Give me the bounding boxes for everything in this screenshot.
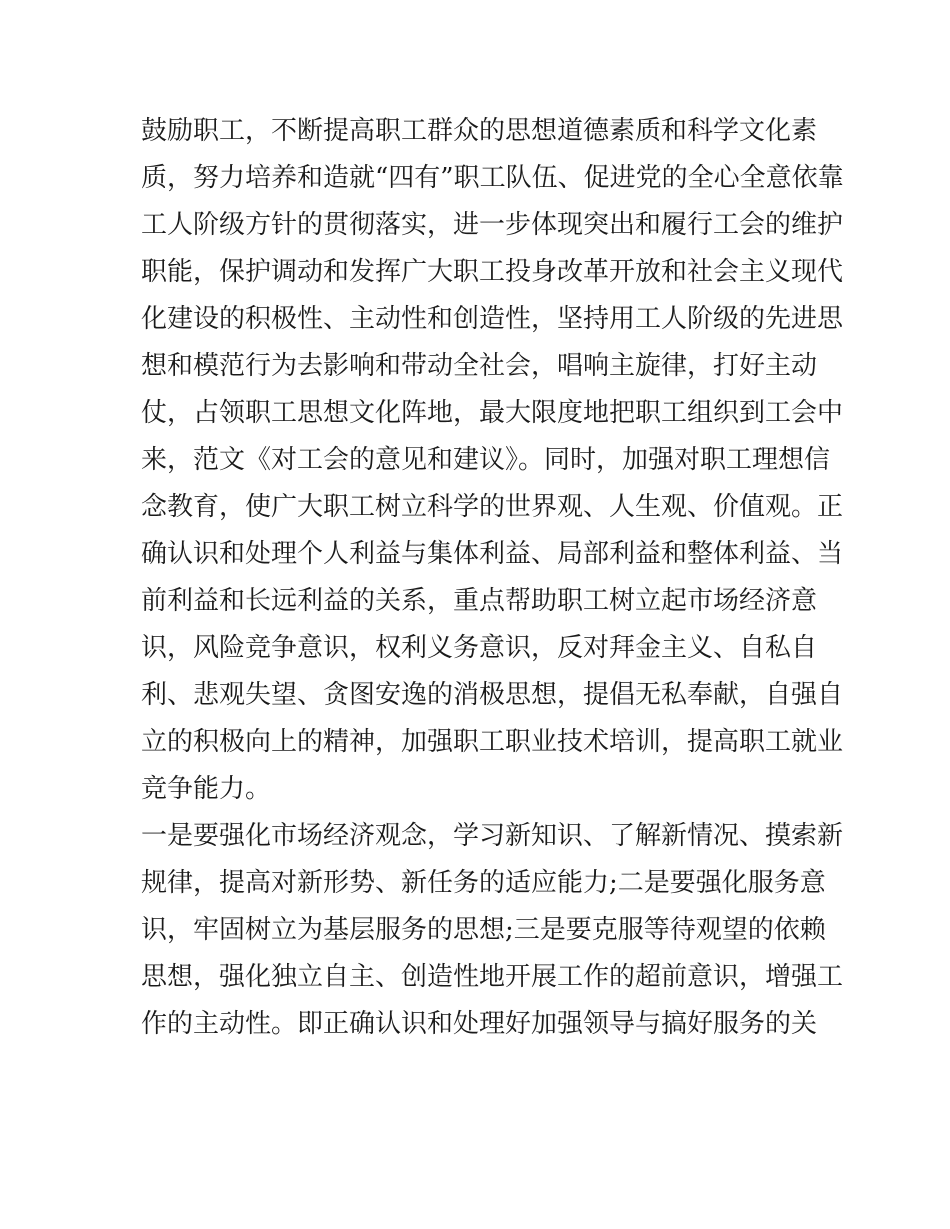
text-line: 想和模范行为去影响和带动全社会，唱响主旋律，打好主动 bbox=[141, 351, 818, 381]
text-line: 仗，占领职工思想文化阵地，最大限度地把职工组织到工会中 bbox=[141, 398, 844, 428]
text-line: 规律，提高对新形势、新任务的适应能力;二是要强化服务意 bbox=[141, 868, 826, 898]
text-line: 来，范文《对工会的意见和建议》。同时，加强对职工理想信 bbox=[141, 445, 831, 475]
text-line: 前利益和长远利益的关系，重点帮助职工树立起市场经济意 bbox=[141, 586, 818, 616]
text-line: 职能，保护调动和发挥广大职工投身改革开放和社会主义现代 bbox=[141, 257, 844, 287]
text-line: 质，努力培养和造就“四有”职工队伍、促进党的全心全意依靠 bbox=[141, 163, 844, 193]
text-line: 念教育，使广大职工树立科学的世界观、人生观、价值观。正 bbox=[141, 492, 844, 522]
text-line: 一是要强化市场经济观念，学习新知识、了解新情况、摸索新 bbox=[141, 821, 844, 851]
text-line: 识，牢固树立为基层服务的思想;三是要克服等待观望的依赖 bbox=[141, 915, 826, 945]
text-line: 作的主动性。即正确认识和处理好加强领导与搞好服务的关 bbox=[141, 1009, 818, 1039]
text-line: 利、悲观失望、贪图安逸的消极思想，提倡无私奉献，自强自 bbox=[141, 680, 844, 710]
text-line: 识，风险竞争意识，权利义务意识，反对拜金主义、自私自 bbox=[141, 633, 818, 663]
text-line: 确认识和处理个人利益与集体利益、局部利益和整体利益、当 bbox=[141, 539, 844, 569]
text-line: 工人阶级方针的贯彻落实，进一步体现突出和履行工会的维护 bbox=[141, 210, 844, 240]
text-line: 思想，强化独立自主、创造性地开展工作的超前意识，增强工 bbox=[141, 962, 844, 992]
text-line: 鼓励职工，不断提高职工群众的思想道德素质和科学文化素 bbox=[141, 116, 818, 146]
text-line: 立的积极向上的精神，加强职工职业技术培训，提高职工就业 bbox=[141, 727, 844, 757]
body-text bbox=[141, 108, 844, 1048]
text-line: 化建设的积极性、主动性和创造性，坚持用工人阶级的先进思 bbox=[141, 304, 844, 334]
text-line: 竞争能力。 bbox=[141, 774, 272, 804]
